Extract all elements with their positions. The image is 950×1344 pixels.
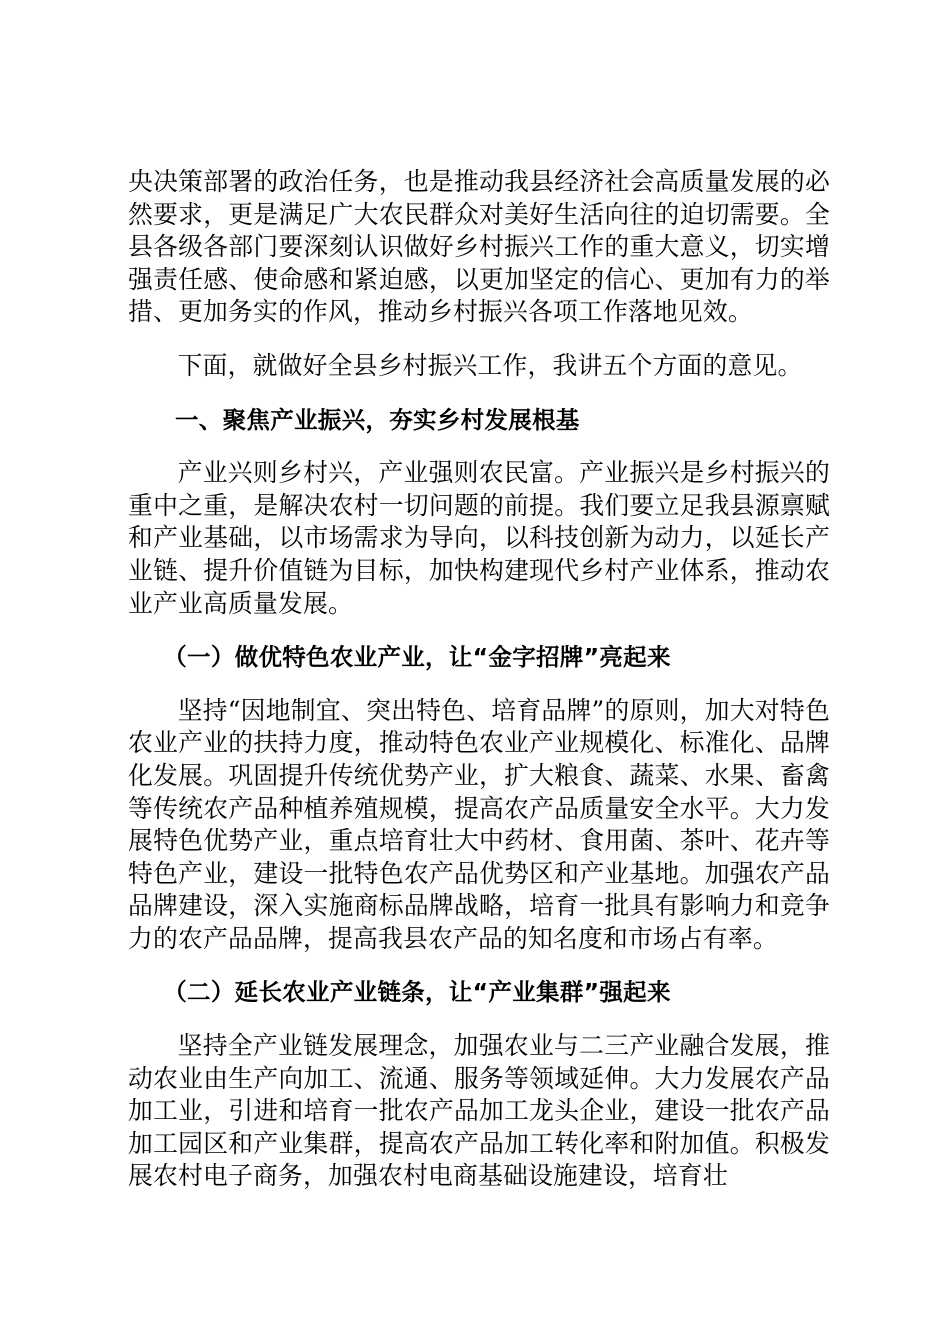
body-paragraph-intro: 下面，就做好全县乡村振兴工作，我讲五个方面的意见。 [177,350,803,380]
body-paragraph-subsection-1: 坚持“因地制宜、突出特色、培育品牌”的原则，加大对特色农业产业的扶持力度，推动特色农业产业规模化、标准化、品牌化发展。巩固提升传统优势产业，扩大粮食、蔬菜、水果、畜禽等传统农产品种植养殖规模，提高农产品质量安全水平。大力发展特色优势产业，重点培育壮大中药材、食用菌、茶叶、花卉等特色产业，建设一批特色农产品优势区和产业基地。加强农产品品牌建设，深入实施商标品牌战略，培育一批具有影响力和竞争力的农产品品牌，提高我县农产品的知名度和市场占有率。 [128,695,830,953]
subsection-heading-2: （二）延长农业产业链条，让“产业集群”强起来 [163,978,671,1007]
body-paragraph-subsection-2: 坚持全产业链发展理念，加强农业与二三产业融合发展，推动农业由生产向加工、流通、服务等领域延伸。大力发展农产品加工业，引进和培育一批农产品加工龙头企业，建设一批农产品加工园区和产业集群，提高农产品加工转化率和附加值。积极发展农村电子商务，加强农村电商基础设施建设，培育壮 [128,1031,830,1191]
subsection-heading-1: （一）做优特色农业产业，让“金字招牌”亮起来 [163,643,671,672]
body-paragraph-continued: 央决策部署的政治任务，也是推动我县经济社会高质量发展的必然要求，更是满足广大农民群众对美好生活向往的迫切需要。全县各级各部门要深刻认识做好乡村振兴工作的重大意义，切实增强责任感、使命感和紧迫感，以更加坚定的信心、更加有力的举措、更加务实的作风，推动乡村振兴各项工作落地见效。 [128,167,830,327]
body-paragraph-section-1: 产业兴则乡村兴，产业强则农民富。产业振兴是乡村振兴的重中之重，是解决农村一切问题的前提。我们要立足我县源禀赋和产业基础，以市场需求为导向，以科技创新为动力，以延长产业链、提升价值链为目标，加快构建现代乡村产业体系，推动农业产业高质量发展。 [128,458,830,618]
document-page [128,166,830,1214]
section-heading-1: 一、聚焦产业振兴，夯实乡村发展根基 [175,405,580,434]
